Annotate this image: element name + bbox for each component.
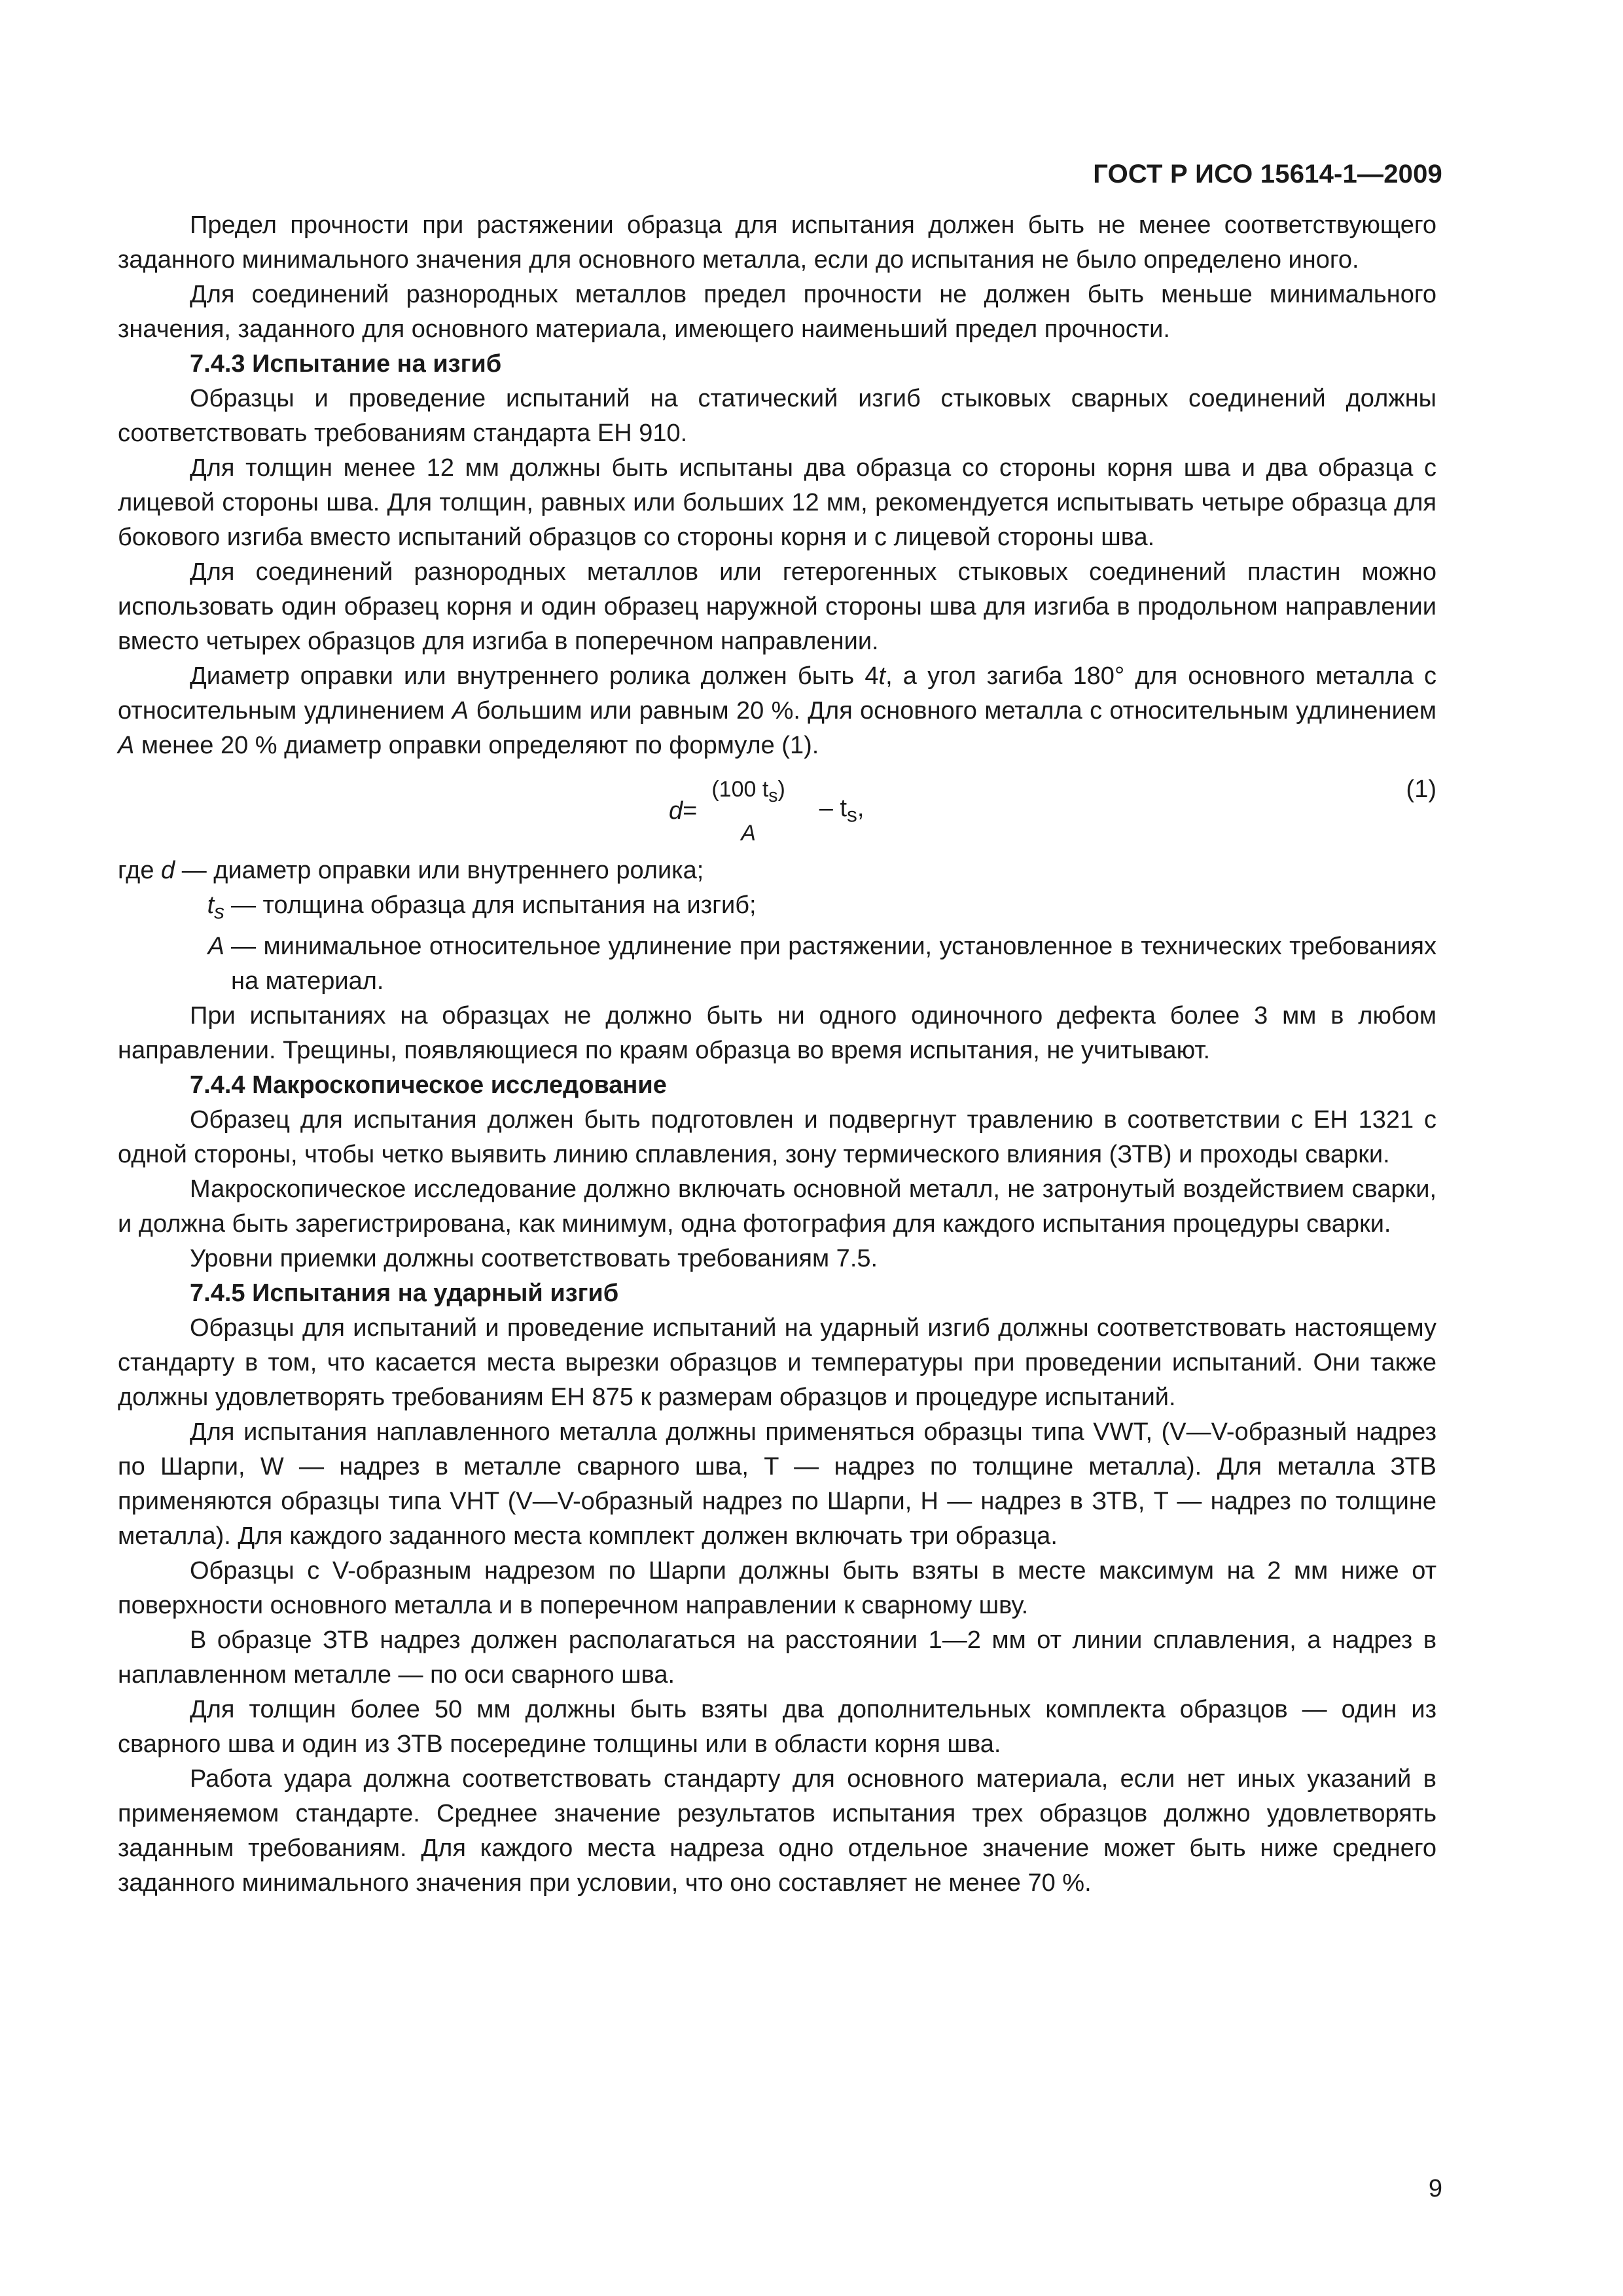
paragraph-thickness-bend: Для толщин менее 12 мм должны быть испытаны два образца со стороны корня шва и два образца с лицевой стороны шва. Для толщин, равных или больших 12 мм, рекомендуется испытывать четыре образца для бокового изгиба вместо испытаний образцов со стороны корня и с лицевой стороны шва. (118, 454, 1436, 551)
formula-numerator: (100 $t_s$) (711, 777, 785, 806)
page-body (118, 208, 1436, 1901)
formula-minus-term: – $t_s$, (819, 794, 865, 827)
formula-denominator: A (741, 820, 756, 846)
paragraph-dissimilar-metals: Для соединений разнородных металлов предел прочности не должен быть меньше минимального значения, заданного для основного материала, имеющего наименьший предел прочности. (118, 281, 1436, 343)
formula-number: (1) (1406, 776, 1436, 803)
paragraph-mandrel-diameter: Диаметр оправки или внутреннего ролика должен быть 4t, а угол загиба 180° для основного металла с относительным удлинением A большим или равным 20 %. Для основного металла с относительным удлинением A менее 20 % диаметр оправки определяют по формуле (1). (118, 662, 1437, 759)
paragraph-etching: Образец для испытания должен быть подготовлен и подвергнут травлению в соответствии с ЕН 1321 с одной стороны, чтобы четко выявить линию сплавления, зону термического влияния (ЗТВ) и проходы сварки. (118, 1105, 1436, 1168)
definition-d: где d — диаметр оправки или внутреннего ролика; (118, 857, 704, 884)
paragraph-macro-exam: Макроскопическое исследование должно включать основной металл, не затронутый воздействием сварки, и должна быть зарегистрирована, как минимум, одна фотография для каждого испытания процедуры сварки. (118, 1175, 1436, 1238)
paragraph-bend-specimens: Образцы и проведение испытаний на статический изгиб стыковых сварных соединений должны соответствовать требованиям стандарта ЕН 910. (118, 385, 1436, 447)
section-heading-7-4-4: 7.4.4 Макроскопическое исследование (190, 1071, 667, 1099)
section-heading-7-4-3: 7.4.3 Испытание на изгиб (190, 350, 502, 378)
formula-1 (118, 763, 1436, 853)
formula-expression (669, 772, 864, 851)
paragraph-specimen-types: Для испытания наплавленного металла должны применяться образцы типа VWT, (V—V-образный надрез по Шарпи, W — надрез в металле сварного шва, T — надрез по толщине металла). Для металла ЗТВ применяются образцы типа VHT (V—V-образный надрез по Шарпи, H — надрез в ЗТВ, T — надрез по толщине металла). Для каждого заданного места комплект должен включать три образца. (118, 1418, 1436, 1550)
paragraph-impact-energy: Работа удара должна соответствовать стандарту для основного материала, если нет иных указаний в применяемом стандарте. Среднее значение результатов испытания трех образцов должно удовлетворять заданным требованиям. Для каждого места надреза одно отдельное значение может быть ниже среднего заданного минимального значения при условии, что оно составляет не менее 70 %. (118, 1765, 1436, 1897)
paragraph-impact-specimens: Образцы для испытаний и проведение испытаний на ударный изгиб должны соответствовать настоящему стандарту в том, что касается места вырезки образцов и температуры при проведении испытаний. Они также должны удовлетворять требованиям ЕН 875 к размерам образцов и процедуре испытаний. (118, 1314, 1436, 1411)
paragraph-thick-sets: Для толщин более 50 мм должны быть взяты два дополнительных комплекта образцов — один из сварного шва и один из ЗТВ посередине толщины или в области корня шва. (118, 1695, 1436, 1758)
formula-lhs: d (669, 797, 683, 825)
definition-A: A — минимальное относительное удлинение при растяжении, установленное в технических требованиях на материал. (207, 932, 1436, 995)
formula-fraction (706, 772, 790, 851)
paragraph-haz-notch: В образце ЗТВ надрез должен располагаться на расстоянии 1—2 мм от линии сплавления, а надрез в наплавленном металле — по оси сварного шва. (118, 1626, 1436, 1689)
paragraph-tensile-strength: Предел прочности при растяжении образца для испытания должен быть не менее соответствующего заданного минимального значения для основного металла, если до испытания не было определено иного. (118, 211, 1436, 274)
page-number: 9 (1428, 2175, 1442, 2202)
formula-equals: = (683, 797, 698, 825)
formula-definitions (118, 853, 1436, 999)
paragraph-charpy-location: Образцы с V-образным надрезом по Шарпи должны быть взяты в месте максимум на 2 мм ниже от поверхности основного металла и в поперечном направлении к сварному шву. (118, 1556, 1436, 1619)
definition-ts: $t_s$ — толщина образца для испытания на изгиб; (207, 891, 757, 924)
document-code-header: ГОСТ Р ИСО 15614-1—2009 (1093, 160, 1442, 188)
paragraph-heterogeneous-joints: Для соединений разнородных металлов или гетерогенных стыковых соединений пластин можно использовать один образец корня и один образец наружной стороны шва для изгиба в продольном направлении вместо четырех образцов для изгиба в поперечном направлении. (118, 558, 1436, 655)
paragraph-acceptance-levels: Уровни приемки должны соответствовать требованиям 7.5. (190, 1244, 878, 1272)
section-heading-7-4-5: 7.4.5 Испытания на ударный изгиб (190, 1279, 619, 1307)
paragraph-defects: При испытаниях на образцах не должно быть ни одного одиночного дефекта более 3 мм в любом направлении. Трещины, появляющиеся по краям образца во время испытания, не учитывают. (118, 1001, 1436, 1064)
